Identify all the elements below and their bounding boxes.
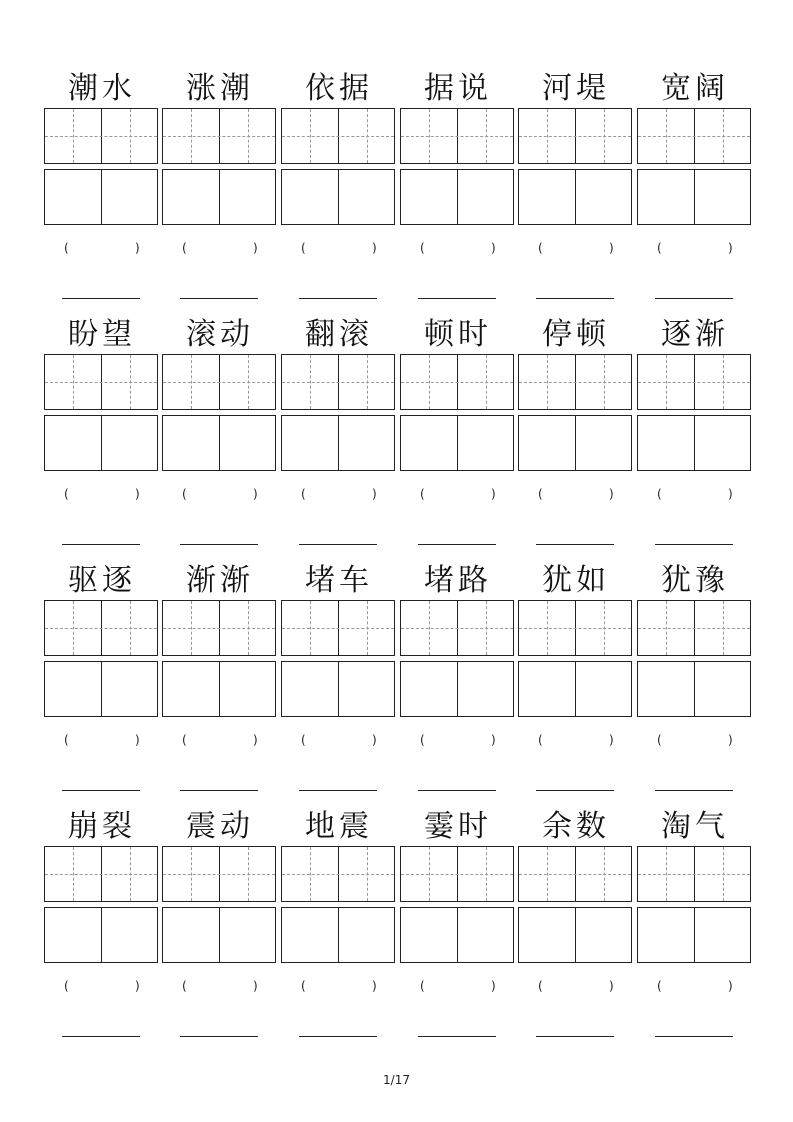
paren-open: (: [538, 487, 543, 501]
vocab-word: 淘气: [661, 809, 729, 844]
answer-line[interactable]: [418, 298, 496, 299]
answer-line[interactable]: [655, 544, 733, 545]
word-cell: [637, 800, 753, 1046]
paren-close: ): [135, 733, 140, 747]
paren-open: (: [420, 733, 425, 747]
answer-line[interactable]: [536, 544, 614, 545]
writing-box[interactable]: [400, 169, 514, 225]
word-cell: [162, 554, 278, 800]
word-cell: [400, 62, 516, 308]
word-cell: [162, 800, 278, 1046]
paren-close: ): [491, 979, 496, 993]
tian-grid-box[interactable]: [400, 108, 514, 164]
word-cell: [281, 62, 397, 308]
answer-line[interactable]: [299, 790, 377, 791]
paren-close: ): [253, 487, 258, 501]
writing-box[interactable]: [162, 169, 276, 225]
paren-open: (: [64, 241, 69, 255]
pinyin-parentheses[interactable]: [637, 241, 753, 257]
answer-line[interactable]: [655, 1036, 733, 1037]
answer-line[interactable]: [180, 790, 258, 791]
tian-grid-box[interactable]: [281, 600, 395, 656]
vocab-word: 犹如: [542, 563, 610, 598]
tian-grid-box[interactable]: [637, 600, 751, 656]
answer-line[interactable]: [180, 544, 258, 545]
word-cell: [44, 308, 160, 554]
paren-open: (: [301, 487, 306, 501]
pinyin-parentheses[interactable]: [281, 979, 397, 995]
pinyin-parentheses[interactable]: [637, 979, 753, 995]
paren-close: ): [135, 979, 140, 993]
writing-box[interactable]: [281, 415, 395, 471]
paren-close: ): [609, 733, 614, 747]
answer-line[interactable]: [180, 298, 258, 299]
writing-box[interactable]: [400, 415, 514, 471]
writing-box[interactable]: [281, 907, 395, 963]
pinyin-parentheses[interactable]: [637, 487, 753, 503]
paren-close: ): [609, 241, 614, 255]
paren-close: ): [728, 979, 733, 993]
word-cell: [400, 554, 516, 800]
tian-grid-box[interactable]: [637, 108, 751, 164]
paren-close: ): [372, 487, 377, 501]
vocab-word: 翻滚: [305, 317, 373, 352]
writing-box[interactable]: [518, 661, 632, 717]
writing-box[interactable]: [162, 415, 276, 471]
answer-line[interactable]: [299, 544, 377, 545]
word-cell: [44, 800, 160, 1046]
word-cell: [281, 554, 397, 800]
word-cell: [281, 308, 397, 554]
paren-close: ): [728, 241, 733, 255]
paren-open: (: [182, 487, 187, 501]
word-cell: [518, 308, 634, 554]
paren-open: (: [301, 979, 306, 993]
tian-grid-box[interactable]: [162, 354, 276, 410]
answer-line[interactable]: [418, 1036, 496, 1037]
vocab-word: 盼望: [68, 317, 136, 352]
answer-line[interactable]: [180, 1036, 258, 1037]
pinyin-parentheses[interactable]: [44, 979, 160, 995]
tian-grid-box[interactable]: [162, 600, 276, 656]
writing-box[interactable]: [44, 907, 158, 963]
answer-line[interactable]: [62, 298, 140, 299]
word-cell: [518, 554, 634, 800]
writing-box[interactable]: [637, 907, 751, 963]
answer-line[interactable]: [655, 790, 733, 791]
writing-box[interactable]: [44, 169, 158, 225]
paren-open: (: [301, 733, 306, 747]
tian-grid-box[interactable]: [518, 354, 632, 410]
paren-close: ): [135, 241, 140, 255]
vocab-word: 顿时: [424, 317, 492, 352]
pinyin-parentheses[interactable]: [162, 241, 278, 257]
paren-open: (: [182, 979, 187, 993]
pinyin-parentheses[interactable]: [281, 487, 397, 503]
tian-grid-box[interactable]: [518, 846, 632, 902]
tian-grid-box[interactable]: [44, 600, 158, 656]
paren-close: ): [609, 979, 614, 993]
word-cell: [400, 308, 516, 554]
writing-box[interactable]: [637, 415, 751, 471]
paren-open: (: [420, 241, 425, 255]
paren-open: (: [657, 733, 662, 747]
pinyin-parentheses[interactable]: [400, 733, 516, 749]
answer-line[interactable]: [62, 544, 140, 545]
vocab-word: 渐渐: [186, 563, 254, 598]
writing-box[interactable]: [44, 415, 158, 471]
word-cell: [518, 800, 634, 1046]
paren-open: (: [420, 979, 425, 993]
pinyin-parentheses[interactable]: [281, 733, 397, 749]
paren-close: ): [491, 733, 496, 747]
paren-open: (: [657, 979, 662, 993]
paren-close: ): [728, 733, 733, 747]
tian-grid-box[interactable]: [400, 846, 514, 902]
paren-close: ): [491, 241, 496, 255]
paren-open: (: [420, 487, 425, 501]
answer-line[interactable]: [418, 544, 496, 545]
pinyin-parentheses[interactable]: [44, 241, 160, 257]
word-cell: [162, 62, 278, 308]
word-cell: [44, 554, 160, 800]
writing-box[interactable]: [400, 907, 514, 963]
tian-grid-box[interactable]: [400, 354, 514, 410]
paren-open: (: [538, 241, 543, 255]
paren-close: ): [728, 487, 733, 501]
tian-grid-box[interactable]: [281, 108, 395, 164]
pinyin-parentheses[interactable]: [400, 487, 516, 503]
writing-box[interactable]: [637, 661, 751, 717]
answer-line[interactable]: [62, 790, 140, 791]
paren-open: (: [182, 733, 187, 747]
paren-close: ): [609, 487, 614, 501]
paren-open: (: [182, 241, 187, 255]
vocab-word: 依据: [305, 71, 373, 106]
vocab-word: 据说: [424, 71, 492, 106]
paren-close: ): [372, 979, 377, 993]
tian-grid-box[interactable]: [44, 846, 158, 902]
word-cell: [281, 800, 397, 1046]
pinyin-parentheses[interactable]: [162, 733, 278, 749]
vocab-word: 霎时: [424, 809, 492, 844]
writing-box[interactable]: [518, 169, 632, 225]
word-cell: [162, 308, 278, 554]
answer-line[interactable]: [655, 298, 733, 299]
answer-line[interactable]: [62, 1036, 140, 1037]
paren-close: ): [253, 241, 258, 255]
tian-grid-box[interactable]: [637, 354, 751, 410]
vocab-word: 驱逐: [68, 563, 136, 598]
writing-box[interactable]: [400, 661, 514, 717]
paren-close: ): [372, 241, 377, 255]
writing-box[interactable]: [162, 661, 276, 717]
writing-box[interactable]: [518, 907, 632, 963]
tian-grid-box[interactable]: [518, 108, 632, 164]
pinyin-parentheses[interactable]: [44, 487, 160, 503]
pinyin-parentheses[interactable]: [518, 979, 634, 995]
pinyin-parentheses[interactable]: [518, 241, 634, 257]
tian-grid-box[interactable]: [637, 846, 751, 902]
paren-close: ): [253, 733, 258, 747]
paren-open: (: [301, 241, 306, 255]
tian-grid-box[interactable]: [518, 600, 632, 656]
vocab-word: 宽阔: [661, 71, 729, 106]
paren-open: (: [657, 241, 662, 255]
vocab-word: 余数: [542, 809, 610, 844]
tian-grid-box[interactable]: [281, 354, 395, 410]
writing-box[interactable]: [281, 661, 395, 717]
paren-open: (: [64, 487, 69, 501]
word-cell: [637, 554, 753, 800]
vocab-word: 涨潮: [186, 71, 254, 106]
paren-open: (: [657, 487, 662, 501]
pinyin-parentheses[interactable]: [518, 733, 634, 749]
pinyin-parentheses[interactable]: [44, 733, 160, 749]
vocab-word: 停顿: [542, 317, 610, 352]
tian-grid-box[interactable]: [400, 600, 514, 656]
paren-open: (: [538, 733, 543, 747]
vocab-word: 地震: [305, 809, 373, 844]
writing-box[interactable]: [44, 661, 158, 717]
pinyin-parentheses[interactable]: [400, 241, 516, 257]
pinyin-parentheses[interactable]: [637, 733, 753, 749]
tian-grid-box[interactable]: [44, 108, 158, 164]
answer-line[interactable]: [299, 298, 377, 299]
page-number: 1/17: [383, 1073, 410, 1087]
vocab-word: 逐渐: [661, 317, 729, 352]
answer-line[interactable]: [536, 298, 614, 299]
paren-close: ): [135, 487, 140, 501]
writing-box[interactable]: [518, 415, 632, 471]
paren-close: ): [491, 487, 496, 501]
vocab-word: 堵路: [424, 563, 492, 598]
paren-open: (: [538, 979, 543, 993]
pinyin-parentheses[interactable]: [162, 979, 278, 995]
vocab-word: 潮水: [68, 71, 136, 106]
vocab-word: 堵车: [305, 563, 373, 598]
paren-open: (: [64, 733, 69, 747]
pinyin-parentheses[interactable]: [518, 487, 634, 503]
paren-close: ): [372, 733, 377, 747]
writing-box[interactable]: [281, 169, 395, 225]
vocab-word: 滚动: [186, 317, 254, 352]
tian-grid-box[interactable]: [162, 108, 276, 164]
writing-box[interactable]: [162, 907, 276, 963]
tian-grid-box[interactable]: [281, 846, 395, 902]
tian-grid-box[interactable]: [44, 354, 158, 410]
vocab-word: 犹豫: [661, 563, 729, 598]
vocab-word: 震动: [186, 809, 254, 844]
answer-line[interactable]: [536, 1036, 614, 1037]
pinyin-parentheses[interactable]: [162, 487, 278, 503]
pinyin-parentheses[interactable]: [281, 241, 397, 257]
answer-line[interactable]: [299, 1036, 377, 1037]
word-cell: [518, 62, 634, 308]
answer-line[interactable]: [536, 790, 614, 791]
tian-grid-box[interactable]: [162, 846, 276, 902]
pinyin-parentheses[interactable]: [400, 979, 516, 995]
word-cell: [637, 62, 753, 308]
paren-close: ): [253, 979, 258, 993]
word-cell: [637, 308, 753, 554]
word-cell: [400, 800, 516, 1046]
vocab-word: 河堤: [542, 71, 610, 106]
answer-line[interactable]: [418, 790, 496, 791]
vocab-word: 崩裂: [68, 809, 136, 844]
word-cell: [44, 62, 160, 308]
writing-box[interactable]: [637, 169, 751, 225]
paren-open: (: [64, 979, 69, 993]
